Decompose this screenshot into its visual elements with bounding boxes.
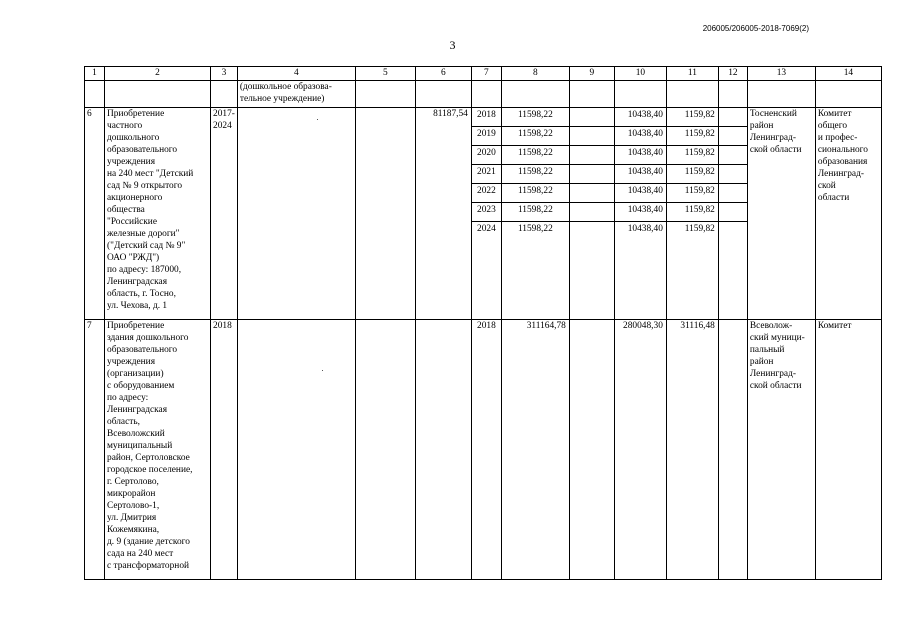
row-number: 7 bbox=[85, 320, 105, 580]
column-number: 13 bbox=[747, 67, 815, 81]
continuation-text bbox=[237, 81, 355, 108]
responsible-agency: Комитет bbox=[815, 320, 881, 580]
column-number: 14 bbox=[815, 67, 881, 81]
column-number: 12 bbox=[718, 67, 747, 81]
table-row-7 bbox=[85, 320, 882, 580]
row-number: 6 bbox=[85, 108, 105, 320]
amount: 31116,48 bbox=[666, 320, 718, 580]
total-cost: 81187,54 bbox=[415, 108, 471, 320]
column-number: 4 bbox=[237, 67, 355, 81]
document-id: 206005/206005-2018-7069(2) bbox=[702, 24, 809, 33]
location: Тосненский район Ленинград- ской области bbox=[747, 108, 815, 320]
period: 2018 bbox=[211, 320, 238, 580]
column-number: 3 bbox=[211, 67, 238, 81]
empty-list bbox=[569, 108, 614, 320]
amount-list: 11598,22 11598,22 11598,22 11598,22 11598,22 11598,22 11598,22 bbox=[501, 108, 569, 320]
page-number: 3 bbox=[449, 38, 456, 52]
object-name: Приобретение здания дошкольного образовательного учреждения (организации) с оборудованием по адресу: Ленинградская область, Всеволожский муниципальный район, Сертоловское городское поселение, г. Сертолово, микрорайон Сертолово-1, ул. Дмитрия Кожемякина, д. 9 (здание детского сада на 240 мест с трансформаторной bbox=[105, 320, 211, 580]
amount: 280048,30 bbox=[614, 320, 666, 580]
text-line: (дошкольное образова- bbox=[239, 82, 332, 92]
column-number: 7 bbox=[471, 67, 501, 81]
year: 2018 bbox=[471, 320, 501, 580]
column-number: 8 bbox=[501, 67, 569, 81]
amount-list: 1159,82 1159,82 1159,82 1159,82 1159,82 1159,82 1159,82 bbox=[666, 108, 718, 320]
column-number: 1 bbox=[85, 67, 105, 81]
budget-table bbox=[84, 66, 882, 580]
empty-list bbox=[718, 108, 747, 320]
year-list: 2018 2019 2020 2021 2022 2023 2024 bbox=[471, 108, 501, 320]
responsible-agency: Комитет общего и профес- сионального образования Ленинград- ской области bbox=[815, 108, 881, 320]
column-number: 6 bbox=[415, 67, 471, 81]
column-number: 10 bbox=[614, 67, 666, 81]
object-name: Приобретение частного дошкольного образовательного учреждения на 240 мест "Детский сад № 9 открытого акционерного общества "Российские железные дороги" ("Детский сад № 9" ОАО "РЖД") по адресу: 187000, Ленинградская область, г. Тосно, ул. Чехова, д. 1 bbox=[105, 108, 211, 320]
column-number: 11 bbox=[666, 67, 718, 81]
period: 2017- 2024 bbox=[211, 108, 238, 320]
column-number: 5 bbox=[355, 67, 415, 81]
continuation-row bbox=[85, 81, 882, 108]
amount: 311164,78 bbox=[501, 320, 569, 580]
amount-list: 10438,40 10438,40 10438,40 10438,40 10438,40 10438,40 10438,40 bbox=[614, 108, 666, 320]
location: Всеволож- ский муници- пальный район Ленинград- ской области bbox=[747, 320, 815, 580]
table-row-6 bbox=[85, 108, 882, 320]
column-number: 2 bbox=[105, 67, 211, 81]
column-number: 9 bbox=[569, 67, 614, 81]
column-numbers-row bbox=[85, 67, 882, 81]
text-line: тельное учреждение) bbox=[239, 94, 325, 104]
